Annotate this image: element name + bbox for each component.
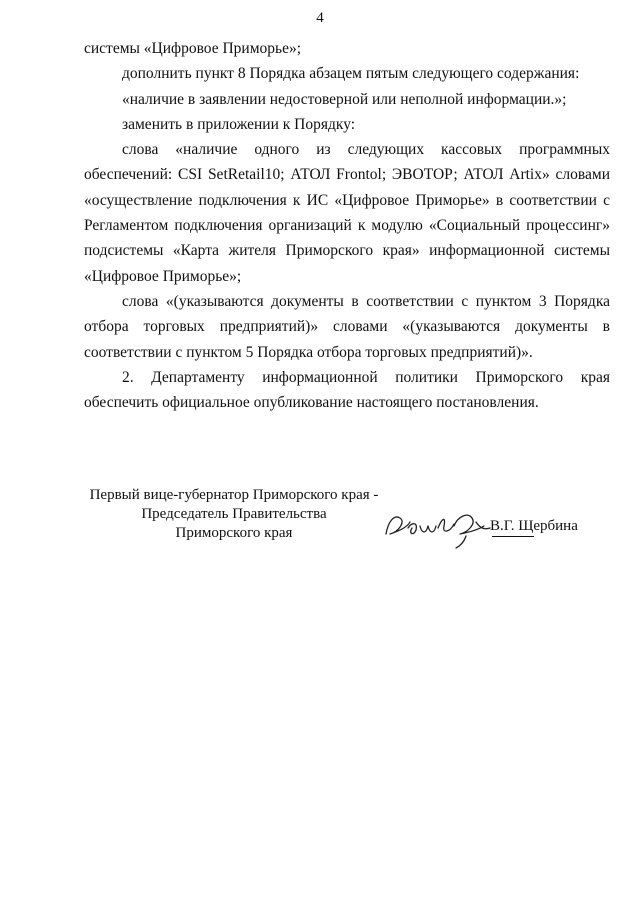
handwritten-signature (380, 504, 500, 552)
signatory-name: В.Г. Щербина (490, 518, 578, 534)
paragraph-replace-words-2: слова «(указываются документы в соответствии с пунктом 3 Порядка отбора торговых предприятий)» словами «(указываются документы в соответствии с пунктом 5 Порядка отбора торговых предприятий)». (84, 292, 610, 361)
signatory-title-line: Первый вице-губернатор Приморского края - (89, 487, 379, 503)
signatory-title (84, 486, 384, 543)
paragraph-replace-intro: заменить в приложении к Порядку: (122, 115, 356, 133)
paragraph-continuation: системы «Цифровое Приморье»; (84, 40, 302, 57)
document-body (84, 36, 610, 415)
paragraph-new-text: «наличие в заявлении недостоверной или неполной информации.»; (122, 90, 567, 108)
paragraph-item-2: 2. Департаменту информационной политики Приморского края обеспечить официальное опубликование настоящего постановления. (84, 368, 610, 412)
paragraph-amend-point-8: дополнить пункт 8 Порядка абзацем пятым следующего содержания: (122, 65, 580, 83)
paragraph-replace-words-1: слова «наличие одного из следующих кассовых программных обеспечений: CSI SetRetail10; АТОЛ Frontol; ЭВОТОР; АТОЛ Artix» словами «осуществление подключения к ИС «Цифровое Приморье» в соответствии с Регламентом подключения организаций к модулю «Социальный процессинг» подсистемы «Карта жителя Приморского края» информационной системы «Цифровое Приморье»; (84, 141, 610, 285)
signature-line (492, 536, 534, 537)
signatory-title-line: Председатель Правительства (141, 506, 327, 522)
signatory-title-line: Приморского края (175, 525, 293, 541)
page-number: 4 (316, 10, 324, 26)
